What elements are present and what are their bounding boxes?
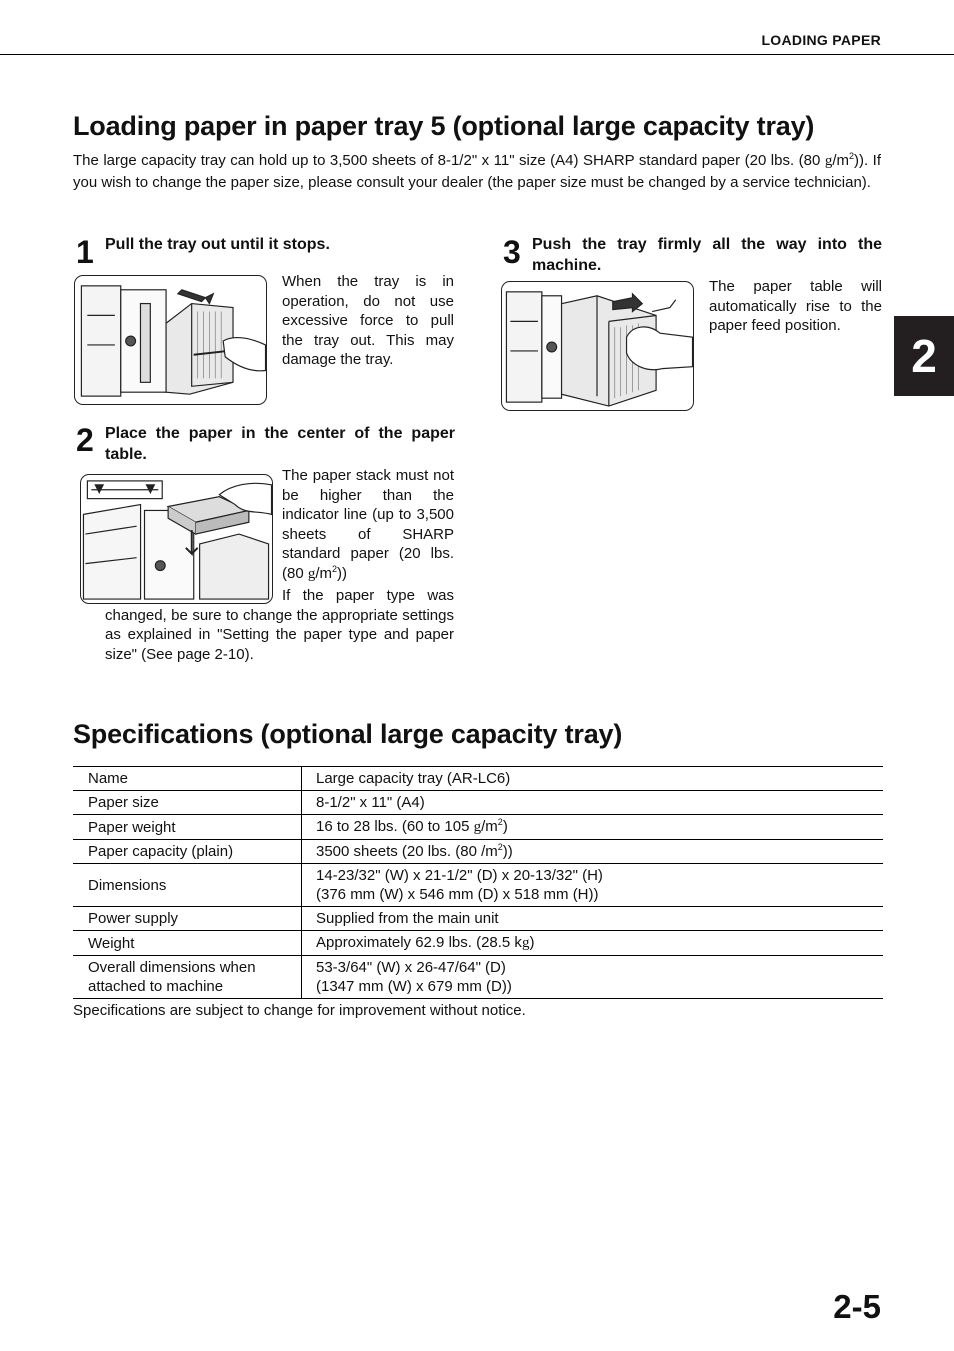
- table-row: [73, 815, 883, 840]
- table-row: [73, 767, 883, 791]
- table-row: [73, 931, 883, 956]
- page-number: 2-5: [833, 1288, 881, 1325]
- step-2-number: 2: [76, 422, 94, 458]
- spec-label-overall-dimensions: Overall dimensions when attached to machine: [88, 959, 256, 995]
- spec-value-overall-dimensions: 53-3/64" (W) x 26-47/64" (D) (1347 mm (W) x 679 mm (D)): [302, 956, 884, 999]
- table-row: [73, 791, 883, 815]
- step-3-heading: Push the tray firmly all the way into the machine.: [532, 236, 882, 274]
- specifications-table: [73, 766, 883, 999]
- spec-value-weight: Approximately 62.9 lbs. (28.5 kg): [302, 931, 884, 956]
- step-3-body: The paper table will automatically rise to the paper feed position.: [709, 278, 882, 334]
- step-1-body: When the tray is in operation, do not use excessive force to pull the tray out. This may damage the tray.: [282, 273, 454, 368]
- table-row: [73, 956, 883, 999]
- table-row: [73, 907, 883, 931]
- spec-label-paper-size: Paper size: [88, 794, 159, 811]
- spec-value-paper-weight: 16 to 28 lbs. (60 to 105 $g/m^2$): [302, 815, 884, 840]
- spec-label-paper-weight: Paper weight: [88, 818, 176, 836]
- chapter-tab: 2: [894, 316, 954, 396]
- step-3-number: 3: [503, 234, 521, 270]
- table-row: [73, 864, 883, 907]
- pull-tray-illustration: [74, 275, 267, 405]
- spec-value-paper-size: 8-1/2" x 11" (A4): [302, 791, 884, 815]
- push-tray-illustration: [501, 281, 694, 411]
- step-2-body-indicator: The paper stack must not be higher than the indicator line (up to 3,500 sheets of SHARP standard paper (20 lbs. (80 $g/m^2$)): [282, 467, 454, 582]
- spec-value-name: Large capacity tray (AR-LC6): [302, 767, 884, 791]
- place-paper-illustration: [80, 474, 273, 604]
- intro-paragraph: The large capacity tray can hold up to 3,500 sheets of 8-1/2" x 11" size (A4) SHARP standard paper (20 lbs. (80 $g/m^2$)). If you wish to change the paper size, please consult your dealer (the paper size must be changed by a service technician).: [73, 151, 881, 191]
- spec-label-paper-capacity: Paper capacity (plain): [88, 843, 234, 860]
- running-head: LOADING PAPER: [761, 32, 881, 48]
- spec-value-power-supply: Supplied from the main unit: [302, 907, 884, 931]
- spec-label-weight: Weight: [88, 934, 135, 952]
- header-rule: [0, 54, 954, 55]
- spec-value-paper-capacity: 3500 sheets (20 lbs. (80 $/m^2$)): [302, 840, 884, 864]
- spec-label-dimensions: Dimensions: [88, 876, 167, 894]
- section-title-specifications: Specifications (optional large capacity tray): [73, 719, 623, 749]
- spec-value-dimensions: 14-23/32" (W) x 21-1/2" (D) x 20-13/32" (H) (376 mm (W) x 546 mm (D) x 518 mm (H)): [302, 864, 884, 907]
- step-2-heading: Place the paper in the center of the paper table.: [105, 425, 455, 463]
- table-row: [73, 840, 883, 864]
- step-1-heading: Pull the tray out until it stops.: [105, 236, 330, 253]
- step-2-body-settings: If the paper type was changed, be sure to change the appropriate settings as explained in "Setting the paper type and paper size" (See page 2-10).: [105, 587, 454, 663]
- step-1-number: 1: [76, 234, 94, 270]
- spec-label-power-supply: Power supply: [88, 910, 179, 927]
- section-title-loading-paper: Loading paper in paper tray 5 (optional large capacity tray): [73, 111, 815, 141]
- specifications-note: Specifications are subject to change for improvement without notice.: [73, 1002, 526, 1019]
- spec-label-name: Name: [88, 770, 129, 787]
